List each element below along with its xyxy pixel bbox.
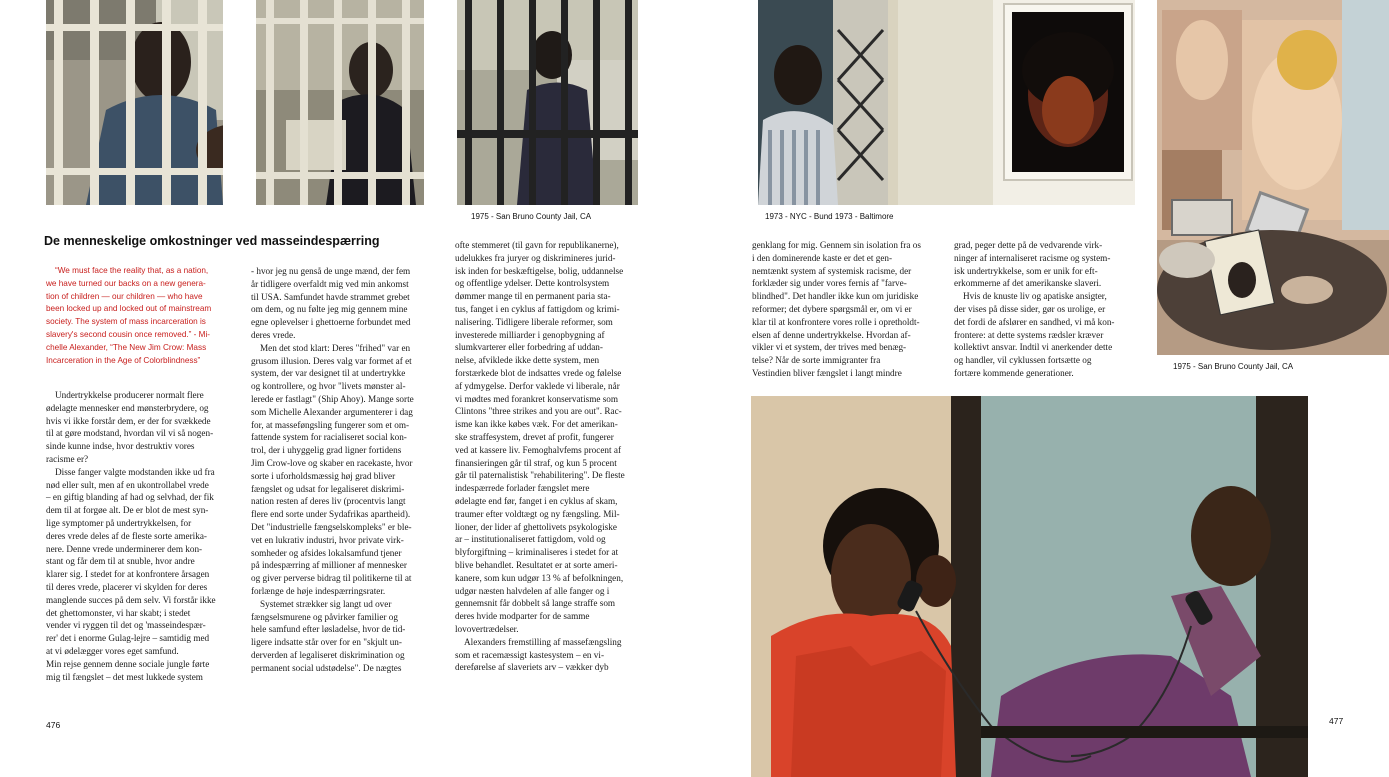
col3-line: ofte stemmeret (til gavn for republikanerne), (455, 240, 619, 250)
col3-line: tus, fanget i en cyklus af fattigdom og krimi- (455, 303, 620, 314)
col3-line: nalisering. Tidligere liberale reformer, som (455, 316, 613, 327)
col2-line: nation resten af deres liv (procentvis langt (251, 496, 406, 507)
col5-line: kollektivt ansvar. Indtil vi anerkender dette (954, 342, 1113, 353)
photo-prison-visit-telephone (751, 396, 1308, 777)
col3-line: isme kan ikke købes væk. For det amerikan- (455, 419, 618, 430)
col3-line: finansieringen går til straf, og kun 5 procent (455, 457, 617, 468)
col2-line: år tidligere overfaldt mig ved min ankomst (251, 278, 409, 289)
col3-line: investerede milliarder i genopbygning af (455, 329, 605, 340)
col4-line: i den dominerende kaste er det et gen- (752, 252, 893, 263)
photo-jail-cell-pinups-desk (1157, 0, 1389, 355)
col3-line: lovovertrædelser. (455, 623, 519, 634)
col3-line: og offentlige ydelser. Dette kontrolsystem (455, 278, 610, 289)
col2-line: Men det stod klart: Deres "frihed" var en (260, 342, 411, 353)
quote-line: been locked up and locked out of mainstream (46, 304, 212, 314)
caption-san-bruno-jail-room: 1975 - San Bruno County Jail, CA (1173, 362, 1294, 371)
col2-line: og giver perverse bidrag til politikerne til at (251, 573, 412, 584)
caption-san-bruno-jail: 1975 - San Bruno County Jail, CA (471, 212, 592, 221)
col1-line: stant og får dem til at snuble, hvor andre (46, 556, 195, 567)
col1-line: nød eller sult, men af en ukontrollabel vrede (46, 479, 209, 490)
col2-line: grusom illusion. Deres valg var formet af et (251, 355, 412, 366)
col3-line: ved at kassere liv. Femoghalvfems procent af (455, 444, 621, 455)
col3-line: forstærkede blot de indsattes vrede og følelse (455, 367, 622, 378)
col3-line: Alexanders fremstilling af massefængsling (464, 636, 622, 647)
col3-line: lioner, der lider af ghettolivets psykologiske (455, 521, 617, 532)
col1-line: lige symptomer på undertrykkelsen, for (46, 517, 192, 528)
quote-line: we have turned our backs on a new genera- (46, 278, 206, 288)
col3-line: dømmer mange til en permanent paria sta- (455, 291, 611, 302)
col5-line: grad, peger dette på de vedvarende virk- (954, 240, 1103, 250)
col3-line: slumkvarterer eller forbedring af uddan- (455, 342, 603, 353)
quote-line: “We must face the reality that, as a nation, (55, 266, 209, 275)
col2-line: flere end sorte under Sydafrikas apartheid). (251, 509, 411, 520)
quote-line: tion of children — our children — who have (46, 291, 203, 301)
text-column-3 (455, 239, 655, 674)
col5-line: der vises på disse sider, gør os urolige, er (954, 303, 1106, 314)
col1-line: Min rejse gennem denne sociale jungle førte (46, 658, 210, 669)
col1-line: manglende succes på dem selv. Vi forstår ikke (46, 594, 216, 605)
col3-line: dereførelse af slaveriets arv – vækker dyb (455, 662, 609, 673)
col2-line: lerede er fastlagt" (Ship Ahoy). Mange sorte (251, 393, 414, 404)
col2-line: Jim Crow-love og skaber en racekaste, hvor (251, 457, 413, 468)
col3-line: ske straffesystem, drevet af profit, fungerer (455, 431, 614, 442)
col5-line: frontere: at dette systems rædsler kræver (954, 329, 1104, 340)
col2-line: forlænge de høje indespærringsrater. (251, 585, 386, 596)
col1-line: dem til at forgøe alt. De er blot de mest syn- (46, 505, 209, 516)
col1-line: Undertrykkelse producerer normalt flere (55, 390, 204, 400)
col1-line: deres vrede deles af de fleste sorte amerika- (46, 530, 207, 541)
col2-line: på indespærring af millioner af mennesker (251, 560, 407, 571)
col1-line: vender vi ryggen til det og 'masseindespær- (46, 620, 206, 631)
col1-line: ødelagte mennesker end mønsterbrydere, og (46, 402, 209, 413)
photo-jail-cell-seated-man (256, 0, 424, 205)
col4-line: vikler vi et system, der trives med benæg- (752, 342, 907, 353)
col2-line: for, at masseføngsling fungerer som et om- (251, 419, 410, 430)
col2-line: somheder og afsides lokalsamfund tjener (251, 547, 402, 558)
col2-line: hele samfund efter løsladelse, hvor de tid- (251, 624, 406, 635)
col5-line: ninger af internaliseret racisme og system- (954, 252, 1111, 263)
col4-line: klar til at konfrontere vores rolle i opretholdt- (752, 316, 920, 327)
col2-line: fængselsmurene og påvirker familier og (251, 611, 398, 622)
col4-line: nemtænkt system af systemisk racisme, der (752, 265, 912, 276)
col1-line: rer' det i enorme Gulag-lejre – samtidig med (46, 633, 210, 644)
col1-line: mig til fængslet – det mest lukkede system (46, 671, 203, 682)
text-column-1 (46, 389, 246, 683)
col4-line: elsen af denne undertrykkelse. Hvordan af- (752, 329, 911, 340)
col5-line: og handler, vil cyklussen fortsætte og (954, 355, 1092, 366)
col3-line: blive behandlet. Resultatet er at sorte ameri- (455, 559, 618, 570)
col4-line: reformer; det dybere spørgsmål er, om vi er (752, 303, 912, 314)
col1-line: at vi ødelægger vores eget samfund. (46, 645, 179, 656)
col2-line: fattende system for racialiseret social kon- (251, 432, 407, 443)
col2-line: derverden af legaliseret diskrimination og (251, 649, 405, 660)
pull-quote (46, 265, 246, 367)
col2-line: sorte i uforholdsmæssig høj grad bliver (251, 470, 396, 481)
caption-nyc-baltimore: 1973 - NYC - Bund 1973 - Baltimore (765, 212, 894, 221)
col1-line: racisme er? (46, 453, 89, 464)
col4-line: Vestindien bliver fængslet i langt mindre (752, 367, 902, 378)
col2-line: ligere indsatte står over for en "skjult un- (251, 637, 402, 648)
col1-line: sinde kunne indse, hvor destruktiv vores (46, 441, 195, 452)
col3-line: deres hvide modparter for de samme (455, 611, 590, 622)
col1-line: hvis vi ikke forstår dem, er der for svækkede (46, 415, 211, 426)
col3-line: indespærrede forlader fængslet mere (455, 483, 590, 494)
col3-line: som et racemæssigt kastesystem – en vi- (455, 649, 605, 660)
col3-line: ar – institutionaliseret fattigdom, vold og (455, 534, 606, 545)
col4-line: blindhed". Det handler ikke kun om juridiske (752, 291, 919, 302)
col3-line: ødelagte end før, fanget i en cyklus af skam, (455, 495, 618, 506)
photo-woman-portrait-wall (758, 0, 1135, 205)
quote-line: Incarceration in the Age of Colorblindness” (46, 355, 201, 365)
col1-line: Disse fanger valgte modstanden ikke ud fra (55, 466, 215, 477)
col1-line: til at gøre modstand, hvordan vil vi så nogen- (46, 428, 214, 439)
col2-line: - hvor jeg nu genså de unge mænd, der fem (251, 266, 411, 276)
col2-line: og kontrollere, og hvor "livets mønster al- (251, 381, 406, 392)
col2-line: trol, der i uhyggelig grad ligner fortidens (251, 445, 402, 456)
text-column-4 (752, 239, 952, 380)
col5-line: Hvis de knuste liv og apatiske ansigter, (963, 291, 1107, 302)
col1-line: til deres vrede, placerer vi skylden for deres (46, 581, 208, 592)
col2-line: Det "industrielle fængselskompleks" er ble- (251, 521, 412, 532)
col3-line: isk inden for beskæftigelse, bolig, uddannelse (455, 265, 624, 276)
photo-jail-cell-prisoner-bed (457, 0, 638, 205)
col1-line: klarer sig. I stedet for at konfrontere årsagen (46, 569, 210, 580)
col2-line: permanent social udstødelse". De nægtes (251, 662, 402, 673)
col2-line: fængslet og udsat for legaliseret diskrimi- (251, 483, 405, 494)
col2-line: vet en lukrativ industri, hvor private virk- (251, 534, 404, 545)
col2-line: system, der var designet til at undertrykke (251, 368, 406, 379)
col1-line: – en giftig blanding af had og selvhad, der fik (46, 492, 214, 503)
col3-line: udgør næsten halvdelen af alle fanger og i (455, 585, 610, 596)
col5-line: det fordi de afslører en sandhed, vi må kon- (954, 316, 1115, 327)
col1-line: nere. Denne vrede underminerer dem kon- (46, 543, 203, 554)
text-column-2 (251, 265, 451, 675)
quote-line: society. The system of mass incarceration is (46, 317, 206, 327)
col2-line: som Michelle Alexander argumenterer i dag (251, 406, 413, 417)
col3-line: blyforgiftning – kriminaliseres i stedet for at (455, 547, 619, 558)
col3-line: Clintons "three strikes and you are out". Rac- (455, 406, 622, 417)
col2-line: egne oplevelser i ghettoerne forbundet med (251, 317, 411, 328)
col3-line: gennemsnit får dobbelt så lange straffe som (455, 598, 616, 609)
col2-line: deres vrede. (251, 329, 296, 340)
col4-line: telse? Når de sorte immigranter fra (752, 355, 881, 366)
col3-line: går til paternalistisk "rehabilitering". De fleste (455, 470, 625, 481)
col3-line: nelse, afviklede ikke dette system, men (455, 355, 600, 366)
quote-line: chelle Alexander, “The New Jim Crow: Mass (46, 342, 207, 352)
article-heading: De menneskelige omkostninger ved masseindespærring (44, 234, 380, 248)
col3-line: traumer efter voldtægt og ny fængsling. Mil- (455, 508, 620, 519)
text-column-5 (954, 239, 1154, 380)
photo-jail-man-behind-bars (46, 0, 223, 205)
col2-line: om dem, og nu følte jeg mig gennem mine (251, 304, 408, 315)
col3-line: vi mødtes med forankret konservatisme som (455, 393, 619, 404)
col3-line: af ydmygelse. Derfor vaklede vi liberale, når (455, 380, 620, 391)
col5-line: fortære kommende generationer. (954, 367, 1074, 378)
col4-line: genklang for mig. Gennem sin isolation fra os (752, 240, 921, 250)
col2-line: Systemet strækker sig langt ud over (260, 598, 392, 609)
col2-line: til USA. Samfundet havde strammet grebet (251, 291, 410, 302)
quote-line: slavery's second cousin once removed.” - Mi- (46, 329, 211, 339)
page-number-right: 477 (1329, 716, 1344, 726)
col3-line: udelukkes fra juryer og diskrimineres jurid- (455, 252, 616, 263)
col5-line: isk undertrykkelse, som er unik for eft- (954, 265, 1098, 276)
col4-line: forklæder sig under vores fernis af "farve- (752, 278, 907, 289)
col1-line: det ghettomonster, vi har skabt; i stedet (46, 607, 191, 618)
col3-line: kanere, som kun udgør 13 % af befolkningen, (455, 572, 624, 583)
page-number-left: 476 (46, 720, 61, 730)
col5-line: erkommerne af det amerikanske slaveri. (954, 278, 1102, 289)
